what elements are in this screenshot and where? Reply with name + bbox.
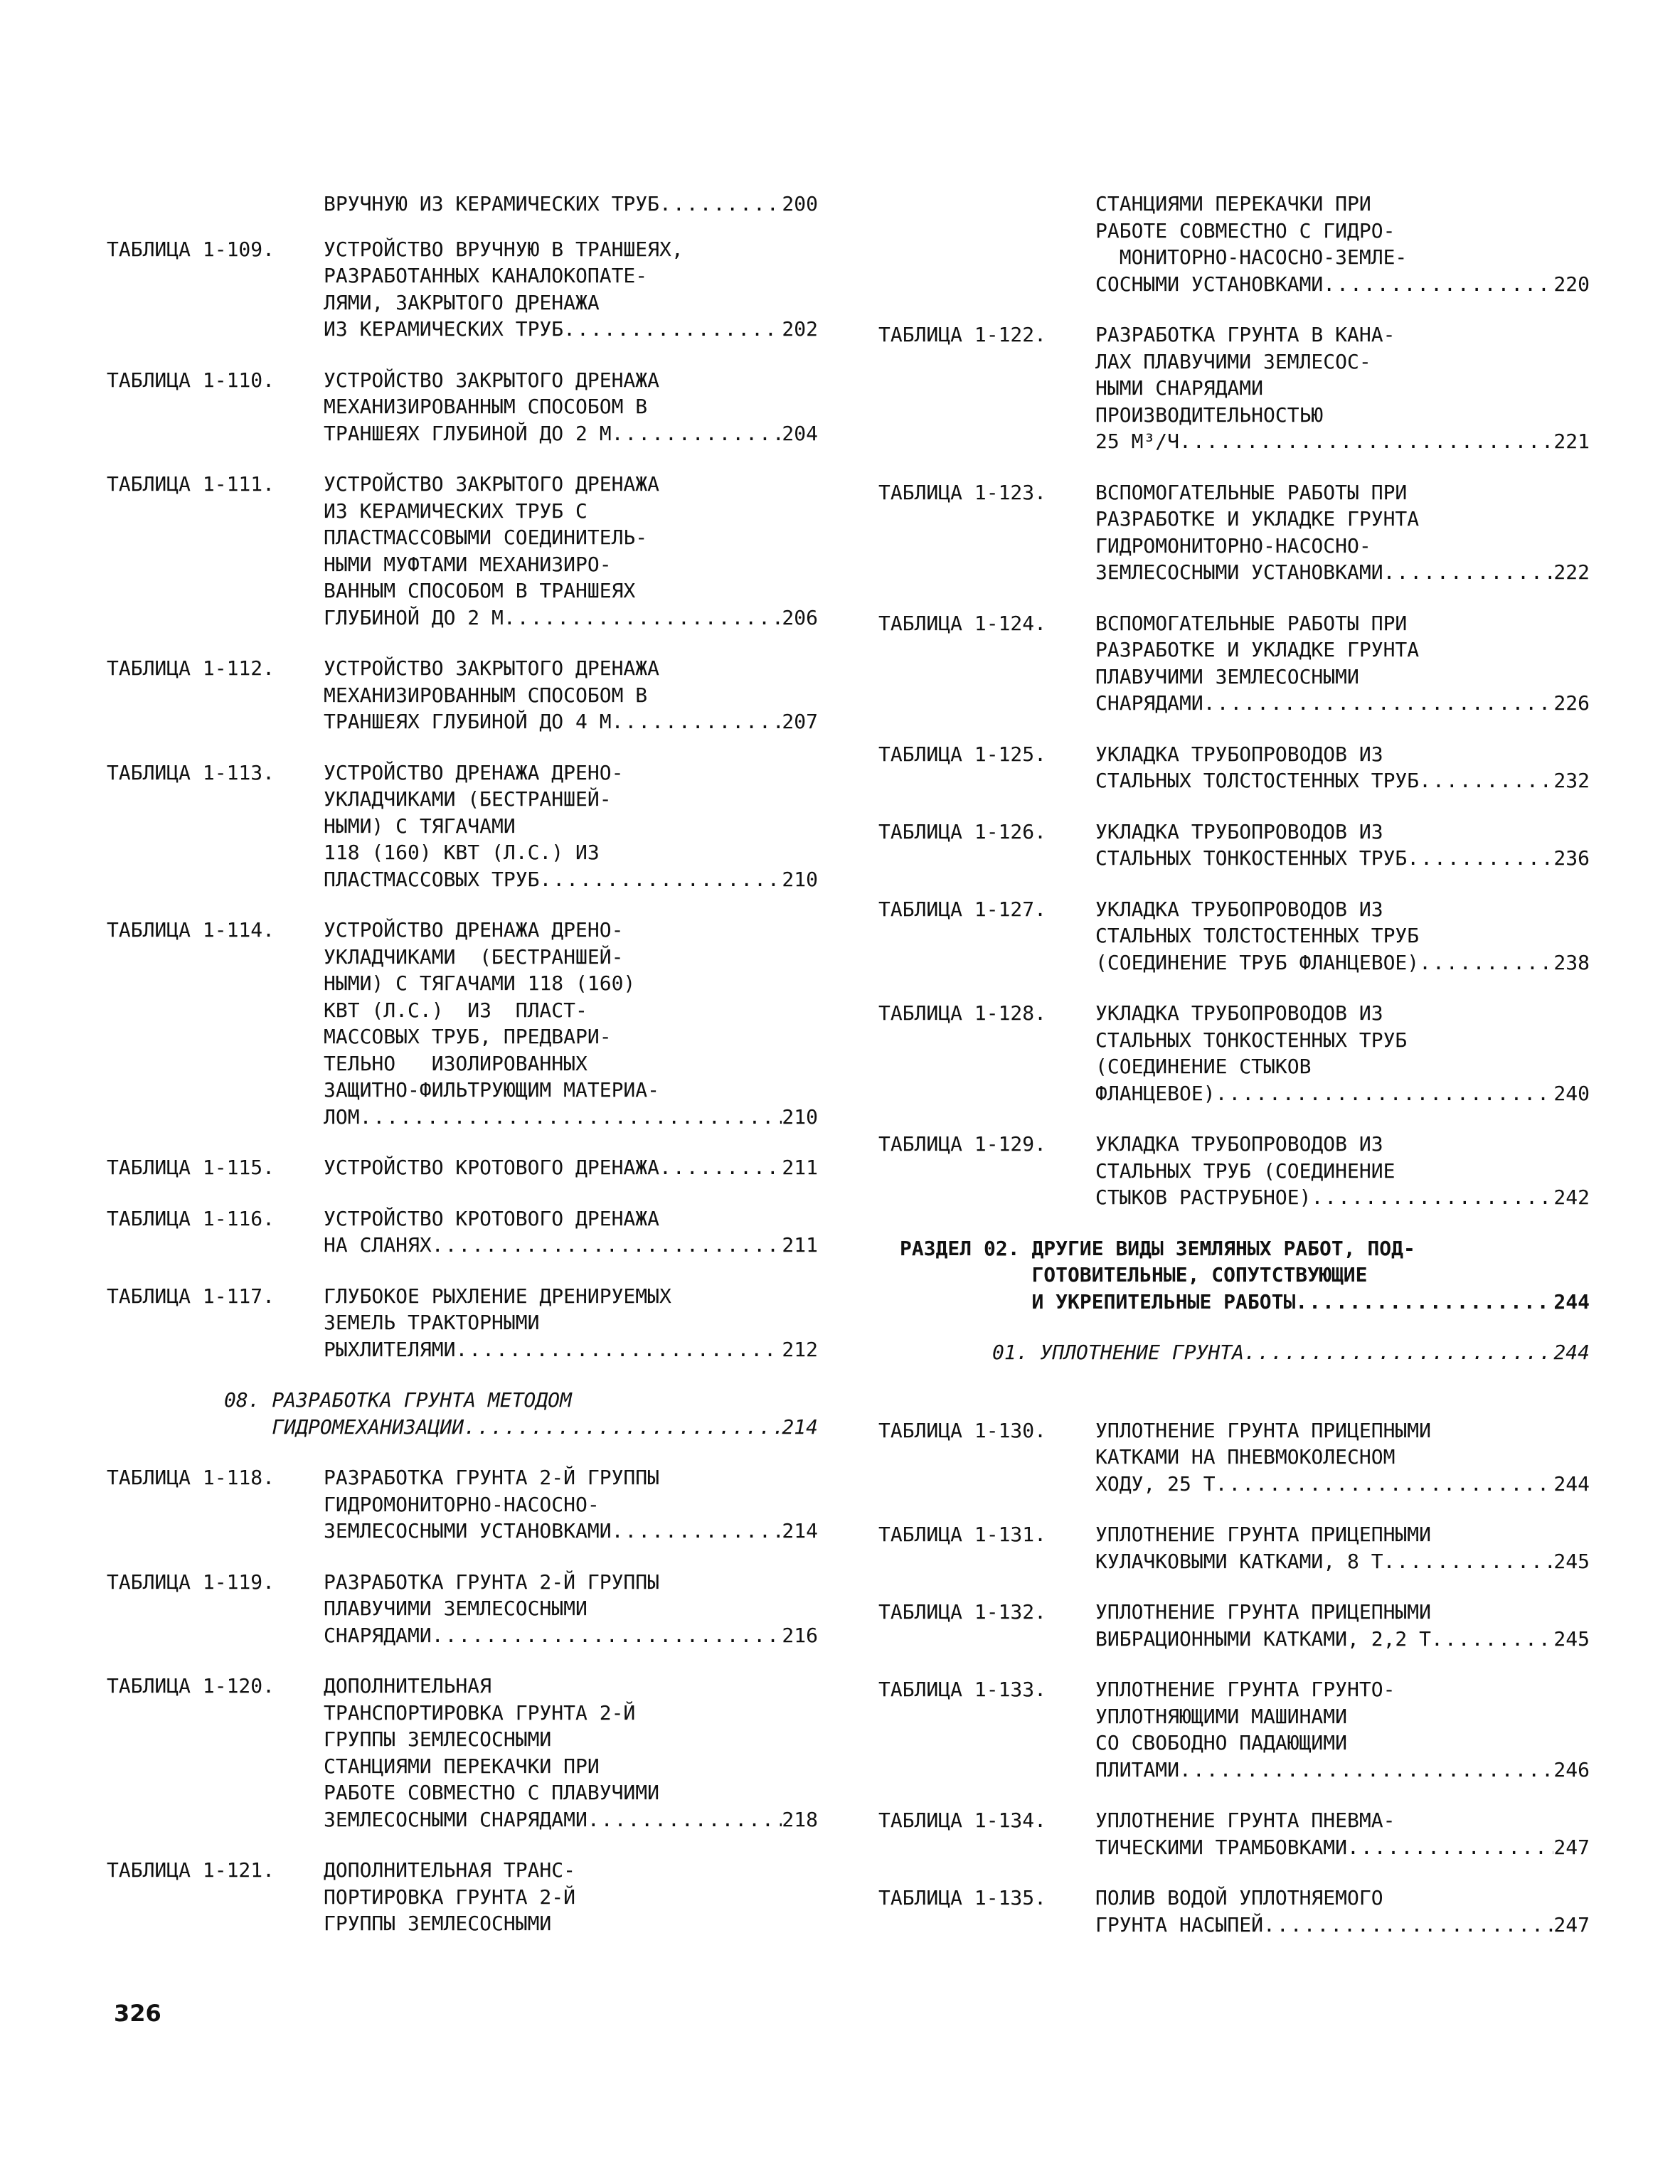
entry-title-line: ФЛАНЦЕВОЕ): [1095, 1081, 1216, 1105]
toc-entry[interactable]: [878, 1000, 1590, 1107]
dot-leader: [1383, 1548, 1554, 1575]
toc-entry[interactable]: [878, 896, 1590, 976]
section-label: РАЗДЕЛ 02.: [900, 1236, 1032, 1260]
page-ref: 211: [782, 1233, 818, 1257]
dot-leader: [1216, 1471, 1554, 1498]
entry-title-line: УСТРОЙСТВО КРОТОВОГО ДРЕНАЖА: [324, 1156, 660, 1179]
entry-title: [1095, 1417, 1590, 1498]
entry-title: [1031, 1235, 1590, 1316]
dot-leader: [504, 604, 782, 632]
page-ref: 214: [782, 1519, 818, 1543]
page-number: 326: [114, 2000, 161, 2027]
dot-leader: [432, 1622, 782, 1649]
dot-leader: [612, 1518, 782, 1545]
table-label: ТАБЛИЦА 1-122.: [878, 323, 1058, 346]
entry-title-line: ХОДУ, 25 Т: [1095, 1471, 1216, 1496]
page-ref: 244: [1553, 1341, 1590, 1364]
toc-entry[interactable]: [878, 741, 1590, 794]
entry-title-line: РАЗРАБОТКА ГРУНТА 2-Й ГРУППЫ: [324, 1570, 660, 1594]
entry-title: [1095, 1599, 1590, 1652]
entry-title-line: (СОЕДИНЕНИЕ ТРУБ ФЛАНЦЕВОЕ): [1095, 950, 1420, 974]
toc-entry[interactable]: [878, 610, 1590, 717]
entry-title: [1095, 321, 1590, 455]
toc-entry[interactable]: [878, 1339, 1590, 1366]
entry-title-line: СНАРЯДАМИ: [324, 1623, 432, 1647]
entry-title-line: КУЛАЧКОВЫМИ КАТКАМИ, 8 Т: [1095, 1549, 1383, 1573]
entry-title-line: УСТРОЙСТВО ДРЕНАЖА ДРЕНО-: [324, 760, 624, 784]
entry-title-line: ПОЛИВ ВОДОЙ УПЛОТНЯЕМОГО: [1095, 1886, 1383, 1909]
page-ref: 244: [1553, 1471, 1590, 1496]
entry-title: [1095, 819, 1590, 872]
table-label: ТАБЛИЦА 1-109.: [107, 237, 287, 261]
dot-leader: [612, 420, 782, 447]
dot-leader: [455, 1336, 782, 1363]
entry-title-line: МОНИТОРНО-НАСОСНО-ЗЕМЛЕ-: [1095, 245, 1408, 269]
entry-title: [992, 1339, 1590, 1366]
page-ref: 226: [1553, 691, 1590, 715]
page-ref: 240: [1553, 1081, 1590, 1105]
entry-title-line: ЛОМ: [324, 1104, 360, 1129]
table-label: ТАБЛИЦА 1-112.: [107, 656, 287, 680]
dot-leader: [539, 866, 782, 893]
table-label: ТАБЛИЦА 1-127.: [878, 897, 1058, 921]
table-label: ТАБЛИЦА 1-110.: [107, 368, 287, 392]
page-ref: 206: [782, 605, 818, 629]
entry-title-line: ТЕЛЬНО ИЗОЛИРОВАННЫХ: [324, 1051, 588, 1075]
entry-title-line: ДОПОЛНИТЕЛЬНАЯ ТРАНС-: [324, 1858, 576, 1882]
dot-leader: [1179, 428, 1553, 455]
entry-title-line: НА СЛАНЯХ: [324, 1233, 432, 1257]
dot-leader: [1179, 1757, 1553, 1784]
entry-title-line: ЗЕМЛЕСОСНЫМИ УСТАНОВКАМИ: [324, 1519, 612, 1543]
page-ref: 207: [782, 710, 818, 733]
entry-title-line: ВИБРАЦИОННЫМИ КАТКАМИ, 2,2 Т: [1095, 1626, 1432, 1651]
dot-leader: [659, 1154, 782, 1181]
entry-title-line: ИЗ КЕРАМИЧЕСКИХ ТРУБ С: [324, 499, 588, 523]
entry-title-line: ИЗ КЕРАМИЧЕСКИХ ТРУБ: [324, 317, 564, 341]
entry-title-line: ГРУППЫ ЗЕМЛЕСОСНЫМИ: [324, 1727, 552, 1751]
table-label: ТАБЛИЦА 1-119.: [107, 1570, 287, 1594]
entry-title: [324, 1569, 818, 1649]
dot-leader: [563, 316, 782, 343]
entry-title-line: ГРУППЫ ЗЕМЛЕСОСНЫМИ: [324, 1912, 552, 1935]
table-label: ТАБЛИЦА 1-111.: [107, 472, 287, 496]
entry-title: [1095, 479, 1590, 586]
entry-title-line: ГИДРОМЕХАНИЗАЦИИ: [224, 1415, 464, 1439]
entry-title: [324, 917, 818, 1130]
entry-title-line: (СОЕДИНЕНИЕ СТЫКОВ: [1095, 1055, 1312, 1078]
entry-title-line: СТАНЦИЯМИ ПЕРЕКАЧКИ ПРИ: [1095, 192, 1371, 215]
toc-entry[interactable]: [878, 1521, 1590, 1575]
entry-title-line: УСТРОЙСТВО ЗАКРЫТОГО ДРЕНАЖА: [324, 472, 660, 496]
entry-title-line: МЕХАНИЗИРОВАННЫМ СПОСОБОМ В: [324, 683, 648, 707]
table-label: ТАБЛИЦА 1-115.: [107, 1156, 287, 1179]
entry-title-line: СТАЛЬНЫХ ТОЛСТОСТЕННЫХ ТРУБ: [1095, 924, 1420, 947]
toc-entry[interactable]: [107, 1464, 818, 1545]
table-label: ТАБЛИЦА 1-128.: [878, 1001, 1058, 1025]
table-label: ТАБЛИЦА 1-129.: [878, 1132, 1058, 1156]
dot-leader: [1311, 1184, 1553, 1211]
entry-title-line: ГРУНТА НАСЫПЕЙ: [1095, 1912, 1264, 1937]
table-label: ТАБЛИЦА 1-120.: [107, 1674, 287, 1698]
dot-leader: [1407, 845, 1553, 872]
entry-title-line: МАССОВЫХ ТРУБ, ПРЕДВАРИ-: [324, 1025, 612, 1048]
entry-title-line: ВСПОМОГАТЕЛЬНЫЕ РАБОТЫ ПРИ: [1095, 480, 1408, 504]
dot-leader: [1431, 1626, 1553, 1653]
table-label: ТАБЛИЦА 1-130.: [878, 1418, 1058, 1442]
entry-title-line: УПЛОТНЯЮЩИМИ МАШИНАМИ: [1095, 1704, 1348, 1728]
toc-entry[interactable]: [107, 1205, 818, 1259]
entry-title-line: РАЗРАБОТКЕ И УКЛАДКЕ ГРУНТА: [1095, 507, 1420, 531]
page-ref: 202: [782, 317, 818, 341]
table-label: ТАБЛИЦА 1-132.: [878, 1600, 1058, 1624]
table-label: ТАБЛИЦА 1-125.: [878, 742, 1058, 766]
toc-entry[interactable]: [107, 1569, 818, 1649]
table-label: ТАБЛИЦА 1-131.: [878, 1523, 1058, 1546]
toc-entry[interactable]: [107, 236, 818, 343]
page-ref: 200: [782, 192, 818, 215]
table-label: ТАБЛИЦА 1-123.: [878, 480, 1058, 504]
entry-title: [1095, 1807, 1590, 1860]
page-ref: 247: [1553, 1912, 1590, 1937]
entry-title-line: УКЛАДЧИКАМИ (БЕСТРАНШЕЙ-: [324, 787, 612, 811]
entry-title: [324, 367, 818, 447]
entry-title-line: УПЛОТНЕНИЕ ГРУНТА ПРИЦЕПНЫМИ: [1095, 1418, 1432, 1442]
table-label: ТАБЛИЦА 1-113.: [107, 760, 287, 784]
entry-title: [324, 1673, 818, 1833]
entry-title-line: ВСПОМОГАТЕЛЬНЫЕ РАБОТЫ ПРИ: [1095, 611, 1408, 635]
entry-title-line: ДРУГИЕ ВИДЫ ЗЕМЛЯНЫХ РАБОТ, ПОД-: [1031, 1236, 1415, 1260]
toc-entry[interactable]: [878, 1131, 1590, 1211]
table-label: ТАБЛИЦА 1-117.: [107, 1284, 287, 1308]
entry-title-line: РАЗРАБОТКА ГРУНТА В КАНА-: [1095, 323, 1395, 346]
entry-title-line: 118 (160) КВТ (Л.С.) ИЗ: [324, 841, 600, 864]
entry-title-line: ПРОИЗВОДИТЕЛЬНОСТЬЮ: [1095, 403, 1324, 427]
entry-title-line: УПЛОТНЕНИЕ ГРУНТА ГРУНТО-: [1095, 1678, 1395, 1701]
entry-title-line: ВРУЧНУЮ ИЗ КЕРАМИЧЕСКИХ ТРУБ: [324, 192, 660, 215]
entry-title-line: ПЛАВУЧИМИ ЗЕМЛЕСОСНЫМИ: [324, 1597, 588, 1620]
dot-leader: [1347, 1834, 1553, 1861]
page-ref: 204: [782, 421, 818, 445]
entry-title: [324, 191, 818, 218]
entry-title: [324, 1464, 818, 1545]
entry-title-line: ТИЧЕСКИМИ ТРАМБОВКАМИ: [1095, 1835, 1348, 1859]
toc-entry[interactable]: [878, 1599, 1590, 1652]
page-ref: 245: [1553, 1549, 1590, 1573]
dot-leader: [1203, 690, 1554, 717]
entry-title-line: ЗЕМЛЕСОСНЫМИ УСТАНОВКАМИ: [1095, 560, 1383, 584]
table-label: ТАБЛИЦА 1-126.: [878, 819, 1058, 843]
entry-title: [1095, 741, 1590, 794]
dot-leader: [1383, 559, 1554, 586]
entry-title-line: ГЛУБОКОЕ РЫХЛЕНИЕ ДРЕНИРУЕМЫХ: [324, 1284, 671, 1308]
page-ref: 210: [782, 1104, 818, 1129]
entry-title-line: ЛАХ ПЛАВУЧИМИ ЗЕМЛЕСОС-: [1095, 349, 1371, 373]
entry-title-line: УПЛОТНЕНИЕ ГРУНТА ПНЕВМА-: [1095, 1809, 1395, 1832]
entry-title-line: ГИДРОМОНИТОРНО-НАСОСНО-: [1095, 533, 1371, 558]
page-ref: 212: [782, 1337, 818, 1361]
entry-title: [324, 471, 818, 631]
table-label: ТАБЛИЦА 1-116.: [107, 1206, 287, 1230]
entry-title: [1095, 1000, 1590, 1107]
entry-title-line: МЕХАНИЗИРОВАННЫМ СПОСОБОМ В: [324, 395, 648, 418]
table-label: ТАБЛИЦА 1-118.: [107, 1466, 287, 1489]
page-ref: 214: [782, 1415, 818, 1439]
entry-title-line: ТРАНСПОРТИРОВКА ГРУНТА 2-Й: [324, 1700, 636, 1725]
entry-title: [324, 1857, 818, 1937]
toc-entry[interactable]: [107, 1857, 818, 1937]
toc-entry[interactable]: [878, 1807, 1590, 1860]
entry-title-line: 01. УПЛОТНЕНИЕ ГРУНТА: [992, 1341, 1245, 1364]
entry-title-line: НЫМИ СНАРЯДАМИ: [1095, 376, 1264, 400]
entry-title-line: ЗЕМЕЛЬ ТРАКТОРНЫМИ: [324, 1311, 540, 1334]
page-ref: 221: [1553, 430, 1590, 453]
table-label: ТАБЛИЦА 1-133.: [878, 1678, 1058, 1701]
dot-leader: [360, 1104, 782, 1131]
entry-title-line: ПЛИТАМИ: [1095, 1757, 1180, 1781]
entry-title-line: 25 М³/Ч: [1095, 430, 1180, 453]
toc-entry[interactable]: [107, 471, 818, 631]
entry-title-line: ГЛУБИНОЙ ДО 2 М: [324, 605, 504, 629]
entry-title-line: НЫМИ МУФТАМИ МЕХАНИЗИРО-: [324, 552, 612, 576]
entry-title: [1095, 191, 1590, 297]
toc-entry[interactable]: [878, 819, 1590, 872]
page-ref: 218: [782, 1807, 818, 1831]
table-label: ТАБЛИЦА 1-134.: [878, 1809, 1058, 1832]
entry-title-line: РАБОТЕ СОВМЕСТНО С ГИДРО-: [1095, 218, 1395, 243]
table-label: ТАБЛИЦА 1-114.: [107, 918, 287, 942]
page-ref: 216: [782, 1623, 818, 1647]
entry-title: [224, 1387, 818, 1440]
entry-title-line: СТАЛЬНЫХ ТОЛСТОСТЕННЫХ ТРУБ: [1095, 769, 1420, 792]
entry-title-line: ГИДРОМОНИТОРНО-НАСОСНО-: [324, 1492, 600, 1516]
entry-title: [1095, 610, 1590, 717]
entry-title-line: РАЗРАБОТАННЫХ КАНАЛОКОПАТЕ-: [324, 264, 648, 287]
table-label: ТАБЛИЦА 1-124.: [878, 611, 1058, 635]
page-ref: 220: [1553, 272, 1590, 296]
entry-title: [1095, 1885, 1590, 1938]
entry-title-line: 08. РАЗРАБОТКА ГРУНТА МЕТОДОМ: [224, 1388, 572, 1412]
dot-leader: [432, 1232, 782, 1259]
entry-title-line: СТАЛЬНЫХ ТОНКОСТЕННЫХ ТРУБ: [1095, 846, 1408, 870]
toc-entry[interactable]: [107, 191, 818, 218]
dot-leader: [1216, 1080, 1554, 1107]
entry-title-line: НЫМИ) С ТЯГАЧАМИ 118 (160): [324, 971, 636, 995]
entry-title-line: ЗАЩИТНО-ФИЛЬТРУЮЩИМ МАТЕРИА-: [324, 1078, 660, 1102]
dot-leader: [588, 1806, 782, 1833]
entry-title-line: ДОПОЛНИТЕЛЬНАЯ: [324, 1674, 492, 1698]
entry-title-line: УПЛОТНЕНИЕ ГРУНТА ПРИЦЕПНЫМИ: [1095, 1523, 1432, 1546]
page-ref: 210: [782, 867, 818, 891]
page-ref: 222: [1553, 560, 1590, 584]
toc-entry[interactable]: [107, 1154, 818, 1181]
toc-entry[interactable]: [878, 1885, 1590, 1938]
dot-leader: [1323, 271, 1553, 298]
page-ref: 238: [1553, 950, 1590, 974]
entry-title-line: СНАРЯДАМИ: [1095, 691, 1203, 715]
table-label: ТАБЛИЦА 1-121.: [107, 1858, 287, 1882]
toc-entry[interactable]: [107, 367, 818, 447]
toc-entry[interactable]: [878, 321, 1590, 455]
entry-title-line: КВТ (Л.С.) ИЗ ПЛАСТ-: [324, 998, 588, 1022]
entry-title-line: УКЛАДКА ТРУБОПРОВОДОВ ИЗ: [1095, 742, 1383, 766]
toc-entry[interactable]: [107, 1283, 818, 1363]
entry-title: [324, 1283, 818, 1363]
entry-title-line: УСТРОЙСТВО ЗАКРЫТОГО ДРЕНАЖА: [324, 656, 660, 680]
entry-title-line: УКЛАДКА ТРУБОПРОВОДОВ ИЗ: [1095, 819, 1383, 843]
toc-entry[interactable]: [878, 191, 1590, 297]
page-ref: 232: [1553, 769, 1590, 792]
entry-title-line: ПЛАВУЧИМИ ЗЕМЛЕСОСНЫМИ: [1095, 664, 1359, 688]
dot-leader: [612, 708, 782, 735]
entry-title: [324, 236, 818, 343]
dot-leader: [1244, 1339, 1553, 1366]
entry-title-line: ЗЕМЛЕСОСНЫМИ СНАРЯДАМИ: [324, 1807, 588, 1831]
toc-entry[interactable]: [107, 655, 818, 735]
entry-title-line: УСТРОЙСТВО ЗАКРЫТОГО ДРЕНАЖА: [324, 368, 660, 392]
toc-entry[interactable]: [107, 917, 818, 1130]
dot-leader: [1295, 1289, 1553, 1316]
page-ref: 245: [1553, 1626, 1590, 1651]
page-ref: 236: [1553, 846, 1590, 870]
entry-title-line: УПЛОТНЕНИЕ ГРУНТА ПРИЦЕПНЫМИ: [1095, 1600, 1432, 1624]
entry-title-line: УСТРОЙСТВО ДРЕНАЖА ДРЕНО-: [324, 918, 624, 942]
entry-title-line: ПЛАСТМАССОВЫМИ СОЕДИНИТЕЛЬ-: [324, 526, 648, 549]
entry-title-line: РАЗРАБОТКА ГРУНТА 2-Й ГРУППЫ: [324, 1466, 660, 1489]
entry-title-line: ГОТОВИТЕЛЬНЫЕ, СОПУТСТВУЮЩИЕ: [1031, 1263, 1368, 1287]
entry-title-line: РАЗРАБОТКЕ И УКЛАДКЕ ГРУНТА: [1095, 638, 1420, 661]
entry-title: [324, 760, 818, 893]
dot-leader: [659, 191, 782, 218]
entry-title: [1095, 1676, 1590, 1783]
page-ref: 211: [782, 1156, 818, 1179]
dot-leader: [1263, 1912, 1553, 1939]
entry-title-line: СОСНЫМИ УСТАНОВКАМИ: [1095, 272, 1324, 296]
entry-title-line: ВАННЫМ СПОСОБОМ В ТРАНШЕЯХ: [324, 579, 636, 602]
entry-title-line: КАТКАМИ НА ПНЕВМОКОЛЕСНОМ: [1095, 1445, 1395, 1469]
toc-entry[interactable]: [107, 1673, 818, 1833]
toc-left-column: [107, 191, 818, 1937]
page-ref: 247: [1553, 1835, 1590, 1859]
dot-leader: [1419, 767, 1553, 794]
entry-title-line: УКЛАДКА ТРУБОПРОВОДОВ ИЗ: [1095, 1001, 1383, 1025]
entry-title: [1095, 1131, 1590, 1211]
entry-title-line: ТРАНШЕЯХ ГЛУБИНОЙ ДО 4 М: [324, 710, 612, 733]
entry-title: [1095, 896, 1590, 976]
entry-title-line: УКЛАДКА ТРУБОПРОВОДОВ ИЗ: [1095, 1132, 1383, 1156]
page-ref: 246: [1553, 1757, 1590, 1781]
entry-title-line: СТАЛЬНЫХ ТОНКОСТЕННЫХ ТРУБ: [1095, 1028, 1408, 1052]
entry-title-line: СТАНЦИЯМИ ПЕРЕКАЧКИ ПРИ: [324, 1754, 600, 1778]
entry-title-line: РЫХЛИТЕЛЯМИ: [324, 1337, 456, 1361]
entry-title-line: И УКРЕПИТЕЛЬНЫЕ РАБОТЫ: [1031, 1289, 1296, 1314]
entry-title-line: УСТРОЙСТВО КРОТОВОГО ДРЕНАЖА: [324, 1206, 660, 1230]
entry-title-line: ЛЯМИ, ЗАКРЫТОГО ДРЕНАЖА: [324, 290, 600, 314]
entry-title-line: СО СВОБОДНО ПАДАЮЩИМИ: [1095, 1731, 1348, 1754]
toc-entry[interactable]: [878, 1676, 1590, 1783]
toc-entry[interactable]: [107, 1387, 818, 1440]
toc-entry[interactable]: [107, 760, 818, 893]
entry-title-line: ПОРТИРОВКА ГРУНТА 2-Й: [324, 1885, 576, 1909]
entry-title-line: УКЛАДЧИКАМИ (БЕСТРАНШЕЙ-: [324, 944, 624, 969]
entry-title: [324, 655, 818, 735]
entry-title-line: УСТРОЙСТВО ВРУЧНУЮ В ТРАНШЕЯХ,: [324, 237, 684, 261]
toc-entry[interactable]: [878, 479, 1590, 586]
entry-title-line: СТЫКОВ РАСТРУБНОЕ): [1095, 1186, 1312, 1209]
page-ref: 242: [1553, 1186, 1590, 1209]
entry-title-line: СТАЛЬНЫХ ТРУБ (СОЕДИНЕНИЕ: [1095, 1158, 1395, 1183]
entry-title-line: ТРАНШЕЯХ ГЛУБИНОЙ ДО 2 М: [324, 421, 612, 445]
entry-title: [324, 1154, 818, 1181]
toc-entry[interactable]: [878, 1417, 1590, 1498]
entry-title-line: РАБОТЕ СОВМЕСТНО С ПЛАВУЧИМИ: [324, 1781, 660, 1804]
table-label: ТАБЛИЦА 1-135.: [878, 1886, 1058, 1909]
entry-title: [324, 1205, 818, 1259]
toc-entry[interactable]: [878, 1235, 1590, 1316]
dot-leader: [464, 1414, 782, 1441]
dot-leader: [1419, 949, 1553, 976]
page-ref: 244: [1553, 1289, 1590, 1314]
entry-title: [1095, 1521, 1590, 1575]
entry-title-line: УКЛАДКА ТРУБОПРОВОДОВ ИЗ: [1095, 897, 1383, 921]
entry-title-line: НЫМИ) С ТЯГАЧАМИ: [324, 814, 516, 838]
entry-title-line: ПЛАСТМАССОВЫХ ТРУБ: [324, 867, 540, 891]
toc-right-column: [878, 191, 1590, 1938]
